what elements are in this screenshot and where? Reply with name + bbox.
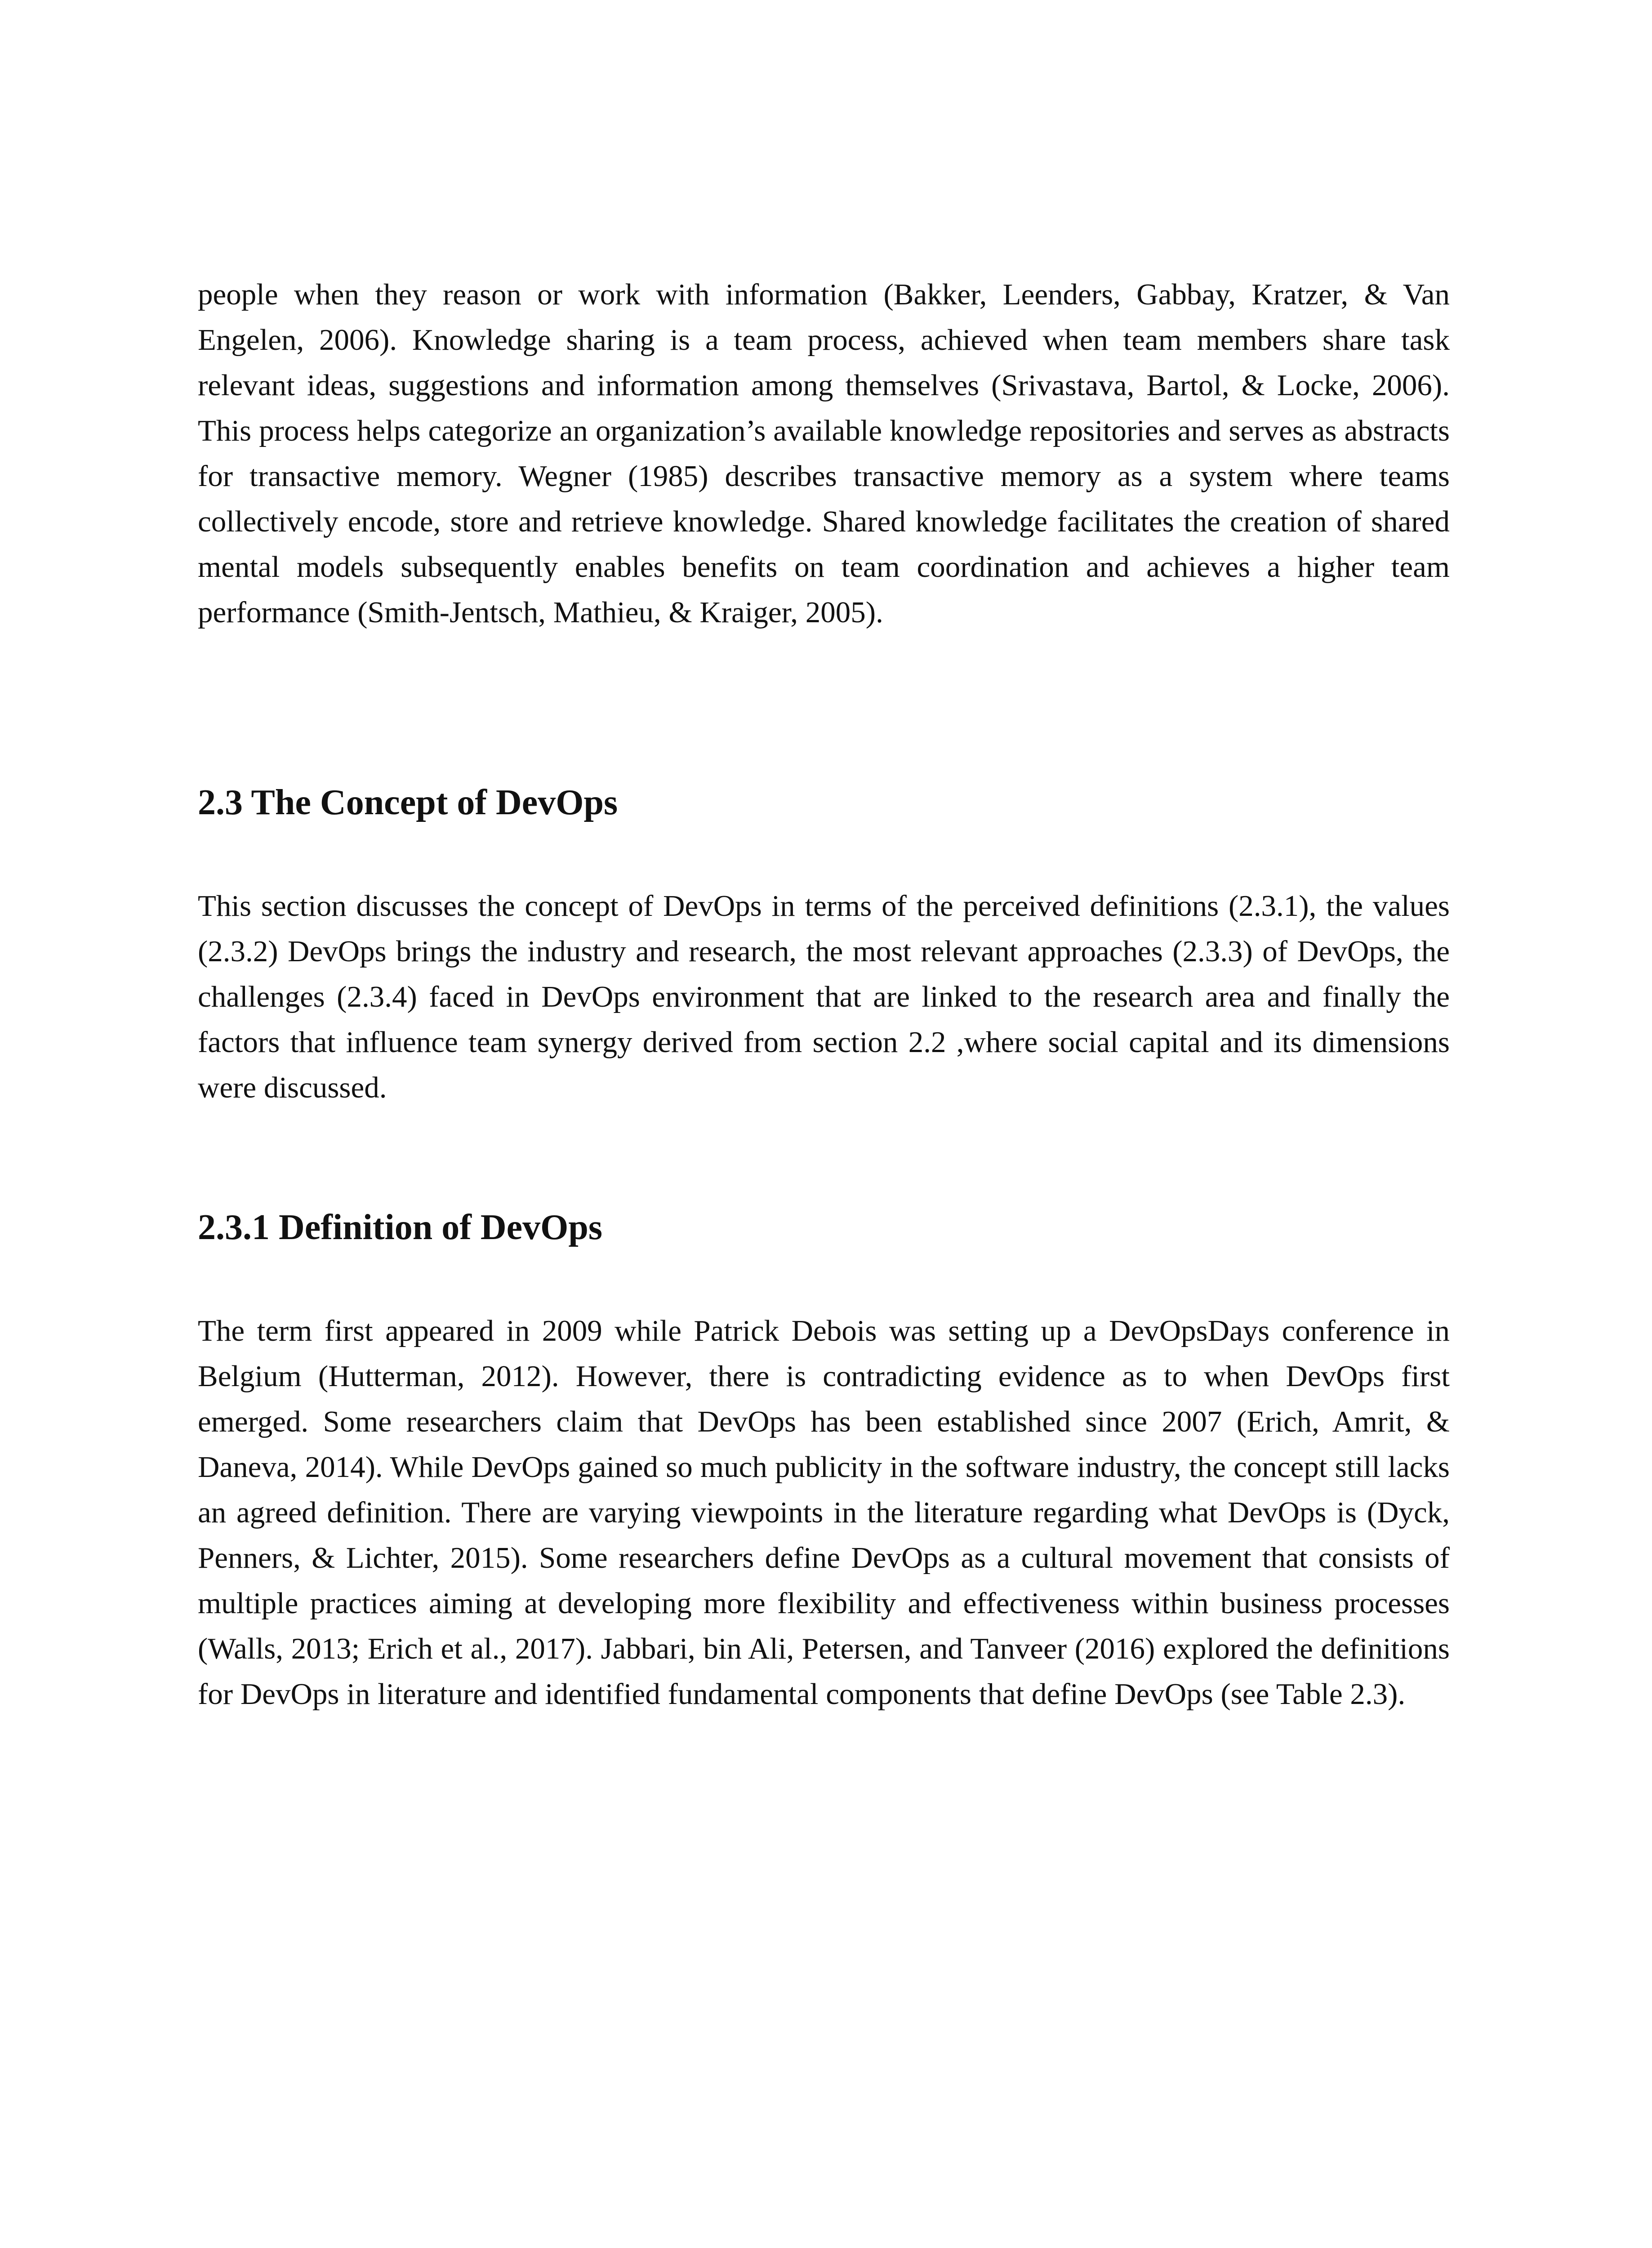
body-paragraph-definition: The term first appeared in 2009 while Patrick Debois was setting up a DevOpsDays conference in Belgium (Hutterman, 2012). However, there is contradicting evidence as to when DevOps first emerged. Some researchers claim that DevOps has been established since 2007 (Erich, Amrit, & Daneva, 2014). While DevOps gained so much publicity in the software industry, the concept still lacks an agreed definition. There are varying viewpoints in the literature regarding what DevOps is (Dyck, Penners, & Lichter, 2015). Some researchers define DevOps as a cultural movement that consists of multiple practices aiming at developing more flexibility and effectiveness within business processes (Walls, 2013; Erich et al., 2017). Jabbari, bin Ali, Petersen, and Tanveer (2016) explored the definitions for DevOps in literature and identified fundamental components that define DevOps (see Table 2.3). [198,1314,1450,1711]
body-paragraph-intro: people when they reason or work with information (Bakker, Leenders, Gabbay, Kratzer, & Van Engelen, 2006). Knowledge sharing is a team process, achieved when team members share task relevant ideas, suggestions and information among themselves (Srivastava, Bartol, & Locke, 2006). This process helps categorize an organization’s available knowledge repositories and serves as abstracts for transactive memory. Wegner (1985) describes transactive memory as a system where teams collectively encode, store and retrieve knowledge. Shared knowledge facilitates the creation of shared mental models subsequently enables benefits on team coordination and achieves a higher team performance (Smith-Jentsch, Mathieu, & Kraiger, 2005). [198,278,1450,629]
body-paragraph-section-overview: This section discusses the concept of DevOps in terms of the perceived definitions (2.3.1), the values (2.3.2) DevOps brings the industry and research, the most relevant approaches (2.3.3) of DevOps, the challenges (2.3.4) faced in DevOps environment that are linked to the research area and finally the factors that influence team synergy derived from section 2.2 ,where social capital and its dimensions were discussed. [198,889,1450,1104]
subsection-heading-definition-of-devops: 2.3.1 Definition of DevOps [198,1208,602,1247]
section-heading-concept-of-devops: 2.3 The Concept of DevOps [198,783,618,822]
